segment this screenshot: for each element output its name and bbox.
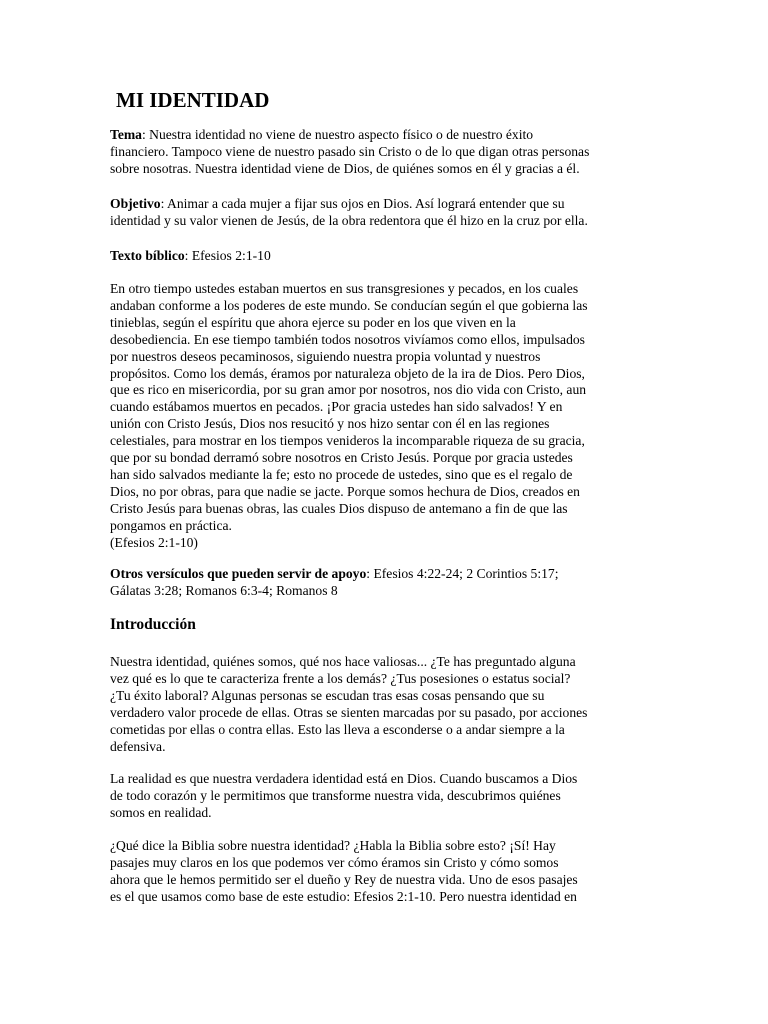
passage-line: andaban conforme a los poderes de este mundo. Se conducían según el que gobierna las	[110, 297, 588, 313]
texto-biblico-label: Texto bíblico	[110, 248, 185, 263]
intro-line: ¿Qué dice la Biblia sobre nuestra identidad? ¿Habla la Biblia sobre esto? ¡Sí! Hay	[110, 838, 556, 853]
otros-versiculos-section	[110, 566, 658, 600]
bible-passage	[110, 281, 658, 552]
passage-line: celestiales, para mostrar en los tiempos venideros la incomparable riqueza de su gracia,	[110, 433, 585, 449]
introduccion-heading: Introducción	[110, 616, 196, 633]
passage-reference: (Efesios 2:1-10)	[110, 534, 198, 550]
otros-versiculos-line-2: Gálatas 3:28; Romanos 6:3-4; Romanos 8	[110, 582, 338, 598]
objetivo-section	[110, 196, 658, 230]
intro-paragraph-1	[110, 654, 658, 755]
intro-line: Nuestra identidad, quiénes somos, qué nos hace valiosas... ¿Te has preguntado alguna	[110, 654, 576, 669]
objetivo-text: : Animar a cada mujer a fijar sus ojos en Dios. Así logrará entender que su	[160, 196, 565, 211]
passage-line: pongamos en práctica.	[110, 517, 232, 533]
objetivo-line-2: identidad y su valor vienen de Jesús, de la obra redentora que él hizo en la cruz por ella.	[110, 212, 588, 228]
objetivo-line-1	[110, 196, 658, 213]
objetivo-label: Objetivo	[110, 196, 161, 211]
passage-line: tinieblas, según el espíritu que ahora ejerce su poder en los que viven en la	[110, 314, 516, 330]
intro-line: somos en realidad.	[110, 804, 212, 820]
passage-line: cuando estábamos muertos en pecados. ¡Por gracia ustedes han sido salvados! Y en	[110, 399, 563, 415]
intro-line: La realidad es que nuestra verdadera identidad está en Dios. Cuando buscamos a Dios	[110, 771, 578, 786]
intro-line: vez qué es lo que te caracteriza frente a los demás? ¿Tus posesiones o estatus social?	[110, 670, 571, 686]
texto-biblico-line	[110, 248, 658, 265]
tema-section	[110, 127, 658, 178]
intro-line: de todo corazón y le permitimos que transforme nuestra vida, descubrimos quiénes	[110, 787, 561, 803]
passage-line: propósitos. Como los demás, éramos por naturaleza objeto de la ira de Dios. Pero Dios,	[110, 365, 585, 381]
passage-line: que es rico en misericordia, por su gran amor por nosotros, nos dio vida con Cristo, aun	[110, 382, 587, 398]
tema-line-1	[110, 127, 658, 144]
otros-versiculos-line-1	[110, 566, 658, 583]
intro-line: cometidas por ellas o contra ellas. Esto las lleva a esconderse o a andar siempre a la	[110, 721, 565, 737]
passage-line: En otro tiempo ustedes estaban muertos en sus transgresiones y pecados, en los cuales	[110, 281, 579, 296]
tema-line-2: financiero. Tampoco viene de nuestro pasado sin Cristo o de lo que digan otras personas	[110, 143, 590, 159]
intro-line: defensiva.	[110, 738, 166, 754]
passage-line: unión con Cristo Jesús, Dios nos resucitó y nos hizo sentar con él en las regiones	[110, 416, 550, 432]
intro-line: pasajes muy claros en los que podemos ver cómo éramos sin Cristo y cómo somos	[110, 854, 559, 870]
otros-versiculos-label: Otros versículos que pueden servir de apoyo	[110, 566, 367, 581]
tema-text: : Nuestra identidad no viene de nuestro aspecto físico o de nuestro éxito	[141, 127, 534, 142]
passage-line: Cristo Jesús para buenas obras, las cuales Dios dispuso de antemano a fin de que las	[110, 500, 568, 516]
passage-line: por nuestros deseos pecaminosos, siguiendo nuestra propia voluntad y nuestros	[110, 348, 541, 364]
intro-line: verdadero valor procede de ellas. Otras se sienten marcadas por su pasado, por acciones	[110, 704, 588, 720]
passage-line: han sido salvados mediante la fe; esto no procede de ustedes, sino que es el regalo de	[110, 466, 573, 482]
texto-biblico-section	[110, 248, 658, 265]
tema-label: Tema	[110, 127, 142, 142]
texto-biblico-value: : Efesios 2:1-10	[184, 248, 271, 263]
intro-paragraph-2	[110, 771, 658, 822]
intro-line: ahora que le hemos permitido ser el dueño y Rey de nuestra vida. Uno de esos pasajes	[110, 871, 578, 887]
passage-line: Dios, no por obras, para que nadie se jacte. Porque somos hechura de Dios, creados en	[110, 483, 580, 499]
tema-line-3: sobre nosotras. Nuestra identidad viene de Dios, de quiénes somos en él y gracias a él.	[110, 160, 580, 176]
intro-line: ¿Tu éxito laboral? Algunas personas se escudan tras esas cosas pensando que su	[110, 687, 545, 703]
document-title: MI IDENTIDAD	[116, 88, 270, 112]
intro-paragraph-3	[110, 838, 658, 906]
intro-line: es el que usamos como base de este estudio: Efesios 2:1-10. Pero nuestra identidad en	[110, 888, 577, 904]
otros-versiculos-text: : Efesios 4:22-24; 2 Corintios 5:17;	[366, 566, 559, 581]
passage-line: que por su bondad derramó sobre nosotros en Cristo Jesús. Porque por gracia ustedes	[110, 450, 573, 466]
passage-line: desobediencia. En ese tiempo también todos nosotros vivíamos como ellos, impulsados	[110, 331, 585, 347]
